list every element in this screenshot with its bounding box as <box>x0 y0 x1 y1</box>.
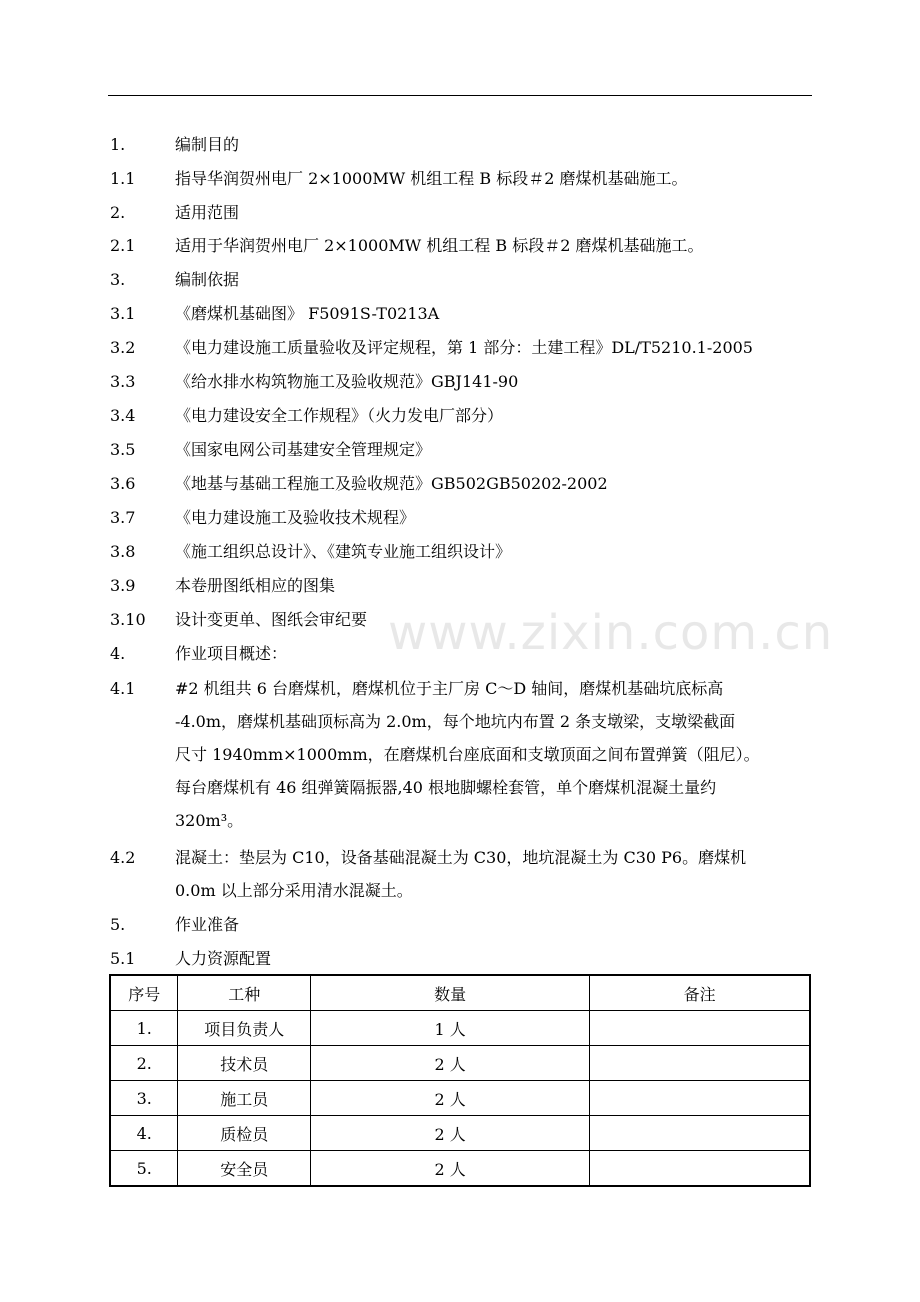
column-header: 工种 <box>178 975 311 1011</box>
section-number: 3.3 <box>110 372 136 391</box>
table-cell: 项目负责人 <box>178 1011 311 1046</box>
section-heading: 编制目的 <box>175 135 240 154</box>
reference-item: 《电力建设安全工作规程》（火力发电厂部分） <box>175 406 504 425</box>
table-cell: 技术员 <box>178 1046 311 1081</box>
reference-item: 《磨煤机基础图》 F5091S-T0213A <box>175 304 440 323</box>
table-cell: 2 人 <box>311 1081 590 1116</box>
table-header-row <box>110 975 810 1011</box>
table-cell: 安全员 <box>178 1151 311 1187</box>
section-heading: 编制依据 <box>175 270 240 289</box>
section-number: 3.7 <box>110 508 136 527</box>
header-rule <box>108 95 812 96</box>
table-cell: 3. <box>110 1081 178 1116</box>
table-cell: 施工员 <box>178 1081 311 1116</box>
column-header: 序号 <box>110 975 178 1011</box>
table-row <box>110 1081 810 1116</box>
table-row <box>110 1116 810 1151</box>
reference-item: 本卷册图纸相应的图集 <box>175 576 336 595</box>
table-cell: 2 人 <box>311 1116 590 1151</box>
section-number: 2.1 <box>110 236 136 255</box>
table-cell: 质检员 <box>178 1116 311 1151</box>
reference-item: 《国家电网公司基建安全管理规定》 <box>175 440 432 459</box>
section-number: 1. <box>110 135 126 154</box>
table-cell <box>590 1151 810 1187</box>
section-heading: 作业项目概述： <box>175 644 288 663</box>
section-number: 5. <box>110 915 126 934</box>
table-cell: 2 人 <box>311 1046 590 1081</box>
paragraph-line: 尺寸 1940mm×1000mm，在磨煤机台座底面和支墩顶面之间布置弹簧（阻尼）。 <box>175 745 760 764</box>
reference-item: 《地基与基础工程施工及验收规范》GB502GB50202-2002 <box>175 474 608 493</box>
paragraph-line: 混凝土：垫层为 C10，设备基础混凝土为 C30，地坑混凝土为 C30 P6。磨煤机 <box>175 848 747 867</box>
table-row <box>110 1046 810 1081</box>
paragraph-line: 每台磨煤机有 46 组弹簧隔振器,40 根地脚螺栓套管，单个磨煤机混凝土量约 <box>175 778 717 797</box>
reference-item: 《电力建设施工质量验收及评定规程，第 1 部分：土建工程》DL/T5210.1-2005 <box>175 338 753 357</box>
reference-item: 《给水排水构筑物施工及验收规范》GBJ141-90 <box>175 372 519 391</box>
section-number: 3.10 <box>110 610 146 629</box>
reference-item: 《电力建设施工及验收技术规程》 <box>175 508 416 527</box>
section-heading: 人力资源配置 <box>175 949 272 968</box>
paragraph-line: 320m³。 <box>175 811 244 830</box>
section-heading: 适用范围 <box>175 203 240 222</box>
paragraph-line: #2 机组共 6 台磨煤机，磨煤机位于主厂房 C～D 轴间，磨煤机基础坑底标高 <box>175 679 724 698</box>
section-number: 2. <box>110 203 126 222</box>
paragraph-line: 0.0m 以上部分采用清水混凝土。 <box>175 881 413 900</box>
table-cell: 1. <box>110 1011 178 1046</box>
column-header: 备注 <box>590 975 810 1011</box>
section-number: 3.9 <box>110 576 136 595</box>
table-row <box>110 1151 810 1187</box>
watermark: www.zixin.com.cn <box>388 605 834 661</box>
table-cell: 5. <box>110 1151 178 1187</box>
paragraph-line: -4.0m，磨煤机基础顶标高为 2.0m，每个地坑内布置 2 条支墩梁，支墩梁截面 <box>175 712 736 731</box>
section-number: 3.1 <box>110 304 136 323</box>
staff-table <box>109 974 811 1187</box>
table-cell: 2. <box>110 1046 178 1081</box>
reference-item: 设计变更单、图纸会审纪要 <box>175 610 368 629</box>
section-number: 3.2 <box>110 338 136 357</box>
section-text: 适用于华润贺州电厂 2×1000MW 机组工程 B 标段＃2 磨煤机基础施工。 <box>175 236 704 255</box>
section-number: 4.2 <box>110 848 136 867</box>
section-heading: 作业准备 <box>175 915 240 934</box>
table-cell <box>590 1011 810 1046</box>
table-cell <box>590 1116 810 1151</box>
section-number: 3.4 <box>110 406 136 425</box>
table-row <box>110 1011 810 1046</box>
section-number: 3. <box>110 270 126 289</box>
table-cell <box>590 1046 810 1081</box>
section-number: 3.6 <box>110 474 136 493</box>
table-cell: 4. <box>110 1116 178 1151</box>
column-header: 数量 <box>311 975 590 1011</box>
section-number: 5.1 <box>110 949 136 968</box>
table-cell <box>590 1081 810 1116</box>
section-text: 指导华润贺州电厂 2×1000MW 机组工程 B 标段＃2 磨煤机基础施工。 <box>175 169 688 188</box>
section-number: 1.1 <box>110 169 136 188</box>
table-cell: 1 人 <box>311 1011 590 1046</box>
reference-item: 《施工组织总设计》、《建筑专业施工组织设计》 <box>175 542 512 561</box>
section-number: 3.5 <box>110 440 136 459</box>
section-number: 4. <box>110 644 126 663</box>
section-number: 3.8 <box>110 542 136 561</box>
table-cell: 2 人 <box>311 1151 590 1187</box>
section-number: 4.1 <box>110 679 136 698</box>
